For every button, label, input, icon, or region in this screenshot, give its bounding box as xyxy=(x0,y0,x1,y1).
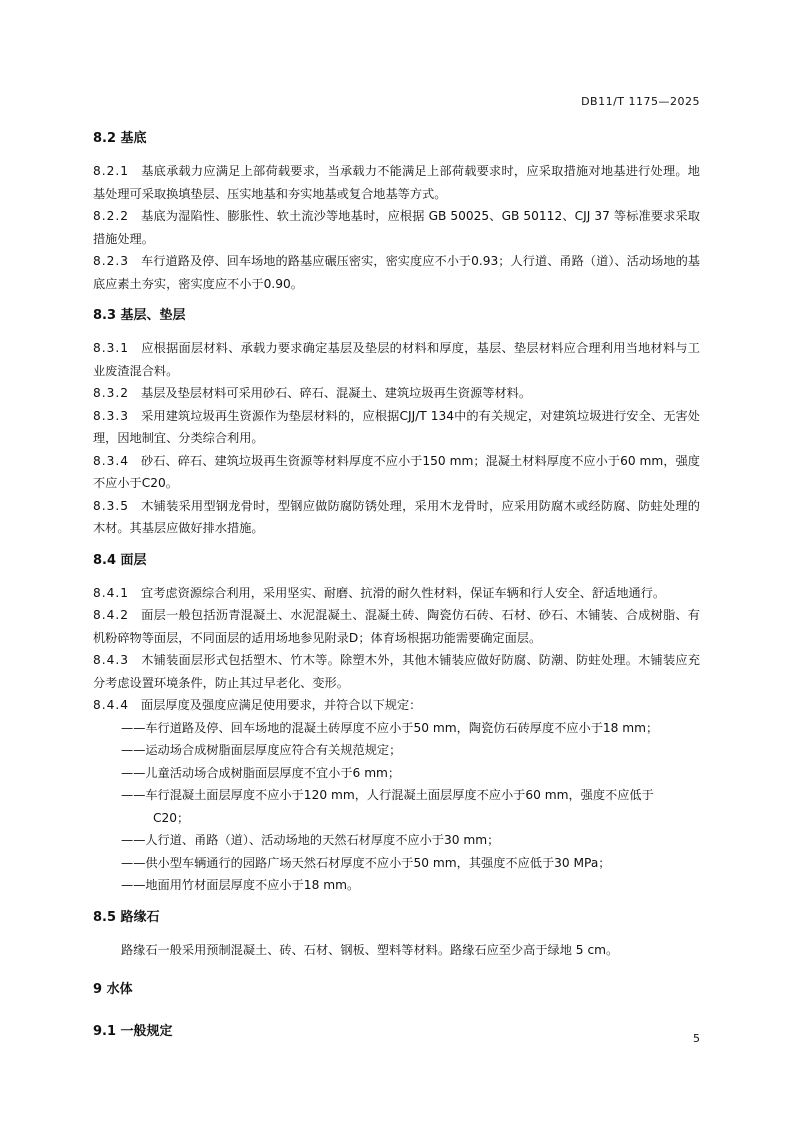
clause-8-4-2: 8.4.2 面层一般包括沥青混凝土、水泥混凝土、混凝土砖、陶瓷仿石砖、石材、砂石、木铺装、合成树脂、有机粉碎物等面层，不同面层的适用场地参见附录D；体育场根据功能需要确定面层。 xyxy=(93,608,700,645)
clause-8-2-2: 8.2.2 基底为湿陷性、膨胀性、软土流沙等地基时，应根据 GB 50025、GB 50112、CJJ 37 等标准要求采取措施处理。 xyxy=(93,209,700,246)
clause-8-2-1: 8.2.1 基底承载力应满足上部荷载要求，当承载力不能满足上部荷载要求时，应采取措施对地基进行处理。地基处理可采取换填垫层、压实地基和夯实地基或复合地基等方式。 xyxy=(93,164,700,201)
clause-8-4-4: 8.4.4 面层厚度及强度应满足使用要求，并符合以下规定： xyxy=(93,698,422,712)
section-heading-8-2: 8.2 基底 xyxy=(93,131,147,146)
clause-8-4-3: 8.4.3 木铺装面层形式包括塑木、竹木等。除塑木外，其他木铺装应做好防腐、防潮、防蛀处理。木铺装应充分考虑设置环境条件，防止其过早老化、变形。 xyxy=(93,653,700,690)
list-item: ——人行道、甬路（道）、活动场地的天然石材厚度不应小于30 mm； xyxy=(121,833,500,847)
document-code: DB11/T 1175—2025 xyxy=(581,95,700,108)
clause-8-3-5: 8.3.5 木铺装采用型钢龙骨时，型钢应做防腐防锈处理，采用木龙骨时，应采用防腐木或经防腐、防蛀处理的木材。其基层应做好排水措施。 xyxy=(93,498,700,535)
list-item: ——供小型车辆通行的园路广场天然石材厚度不应小于50 mm，其强度不应低于30 MPa； xyxy=(121,855,611,870)
list-item: ——地面用竹材面层厚度不应小于18 mm。 xyxy=(121,878,360,892)
section-heading-8-5: 8.5 路缘石 xyxy=(93,909,160,925)
chapter-heading-9: 9 水体 xyxy=(93,982,133,997)
section-heading-8-4: 8.4 面层 xyxy=(93,552,147,568)
clause-8-3-1: 8.3.1 应根据面层材料、承载力要求确定基层及垫层的材料和厚度，基层、垫层材料应合理利用当地材料与工业废渣混合料。 xyxy=(93,341,700,378)
clause-8-4-1: 8.4.1 宜考虑资源综合利用，采用坚实、耐磨、抗滑的耐久性材料，保证车辆和行人安全、舒适地通行。 xyxy=(93,585,666,600)
clause-8-3-3: 8.3.3 采用建筑垃圾再生资源作为垫层材料的，应根据CJJ/T 134中的有关规定，对建筑垃圾进行安全、无害处理，因地制宜、分类综合利用。 xyxy=(93,408,700,445)
curbstone-paragraph: 路缘石一般采用预制混凝土、砖、石材、钢板、塑料等材料。路缘石应至少高于绿地 5 cm。 xyxy=(121,942,619,957)
requirements-list xyxy=(93,717,700,897)
clause-8-3-4: 8.3.4 砂石、碎石、建筑垃圾再生资源等材料厚度不应小于150 mm；混凝土材料厚度不应小于60 mm，强度不应小于C20。 xyxy=(93,453,700,490)
list-item-continuation: C20； xyxy=(153,810,190,825)
section-heading-8-3: 8.3 基层、垫层 xyxy=(93,308,186,323)
page-number: 5 xyxy=(693,1032,700,1045)
list-item: ——运动场合成树脂面层厚度应符合有关规范规定； xyxy=(121,743,402,757)
section-heading-9-1: 9.1 一般规定 xyxy=(93,1024,173,1039)
list-item: ——车行道路及停、回车场地的混凝土砖厚度不应小于50 mm，陶瓷仿石砖厚度不应小于18 mm； xyxy=(121,720,659,735)
list-item: ——儿童活动场合成树脂面层厚度不宜小于6 mm； xyxy=(121,765,401,780)
list-item: ——车行混凝土面层厚度不应小于120 mm，人行混凝土面层厚度不应小于60 mm，强度不应低于 C20； xyxy=(121,784,700,829)
page-content xyxy=(93,126,700,1045)
clause-8-3-2: 8.3.2 基层及垫层材料可采用砂石、碎石、混凝土、建筑垃圾再生资源等材料。 xyxy=(93,386,532,400)
clause-8-2-3: 8.2.3 车行道路及停、回车场地的路基应碾压密实，密实度应不小于0.93；人行道、甬路（道）、活动场地的基底应素土夯实，密实度应不小于0.90。 xyxy=(93,254,700,291)
